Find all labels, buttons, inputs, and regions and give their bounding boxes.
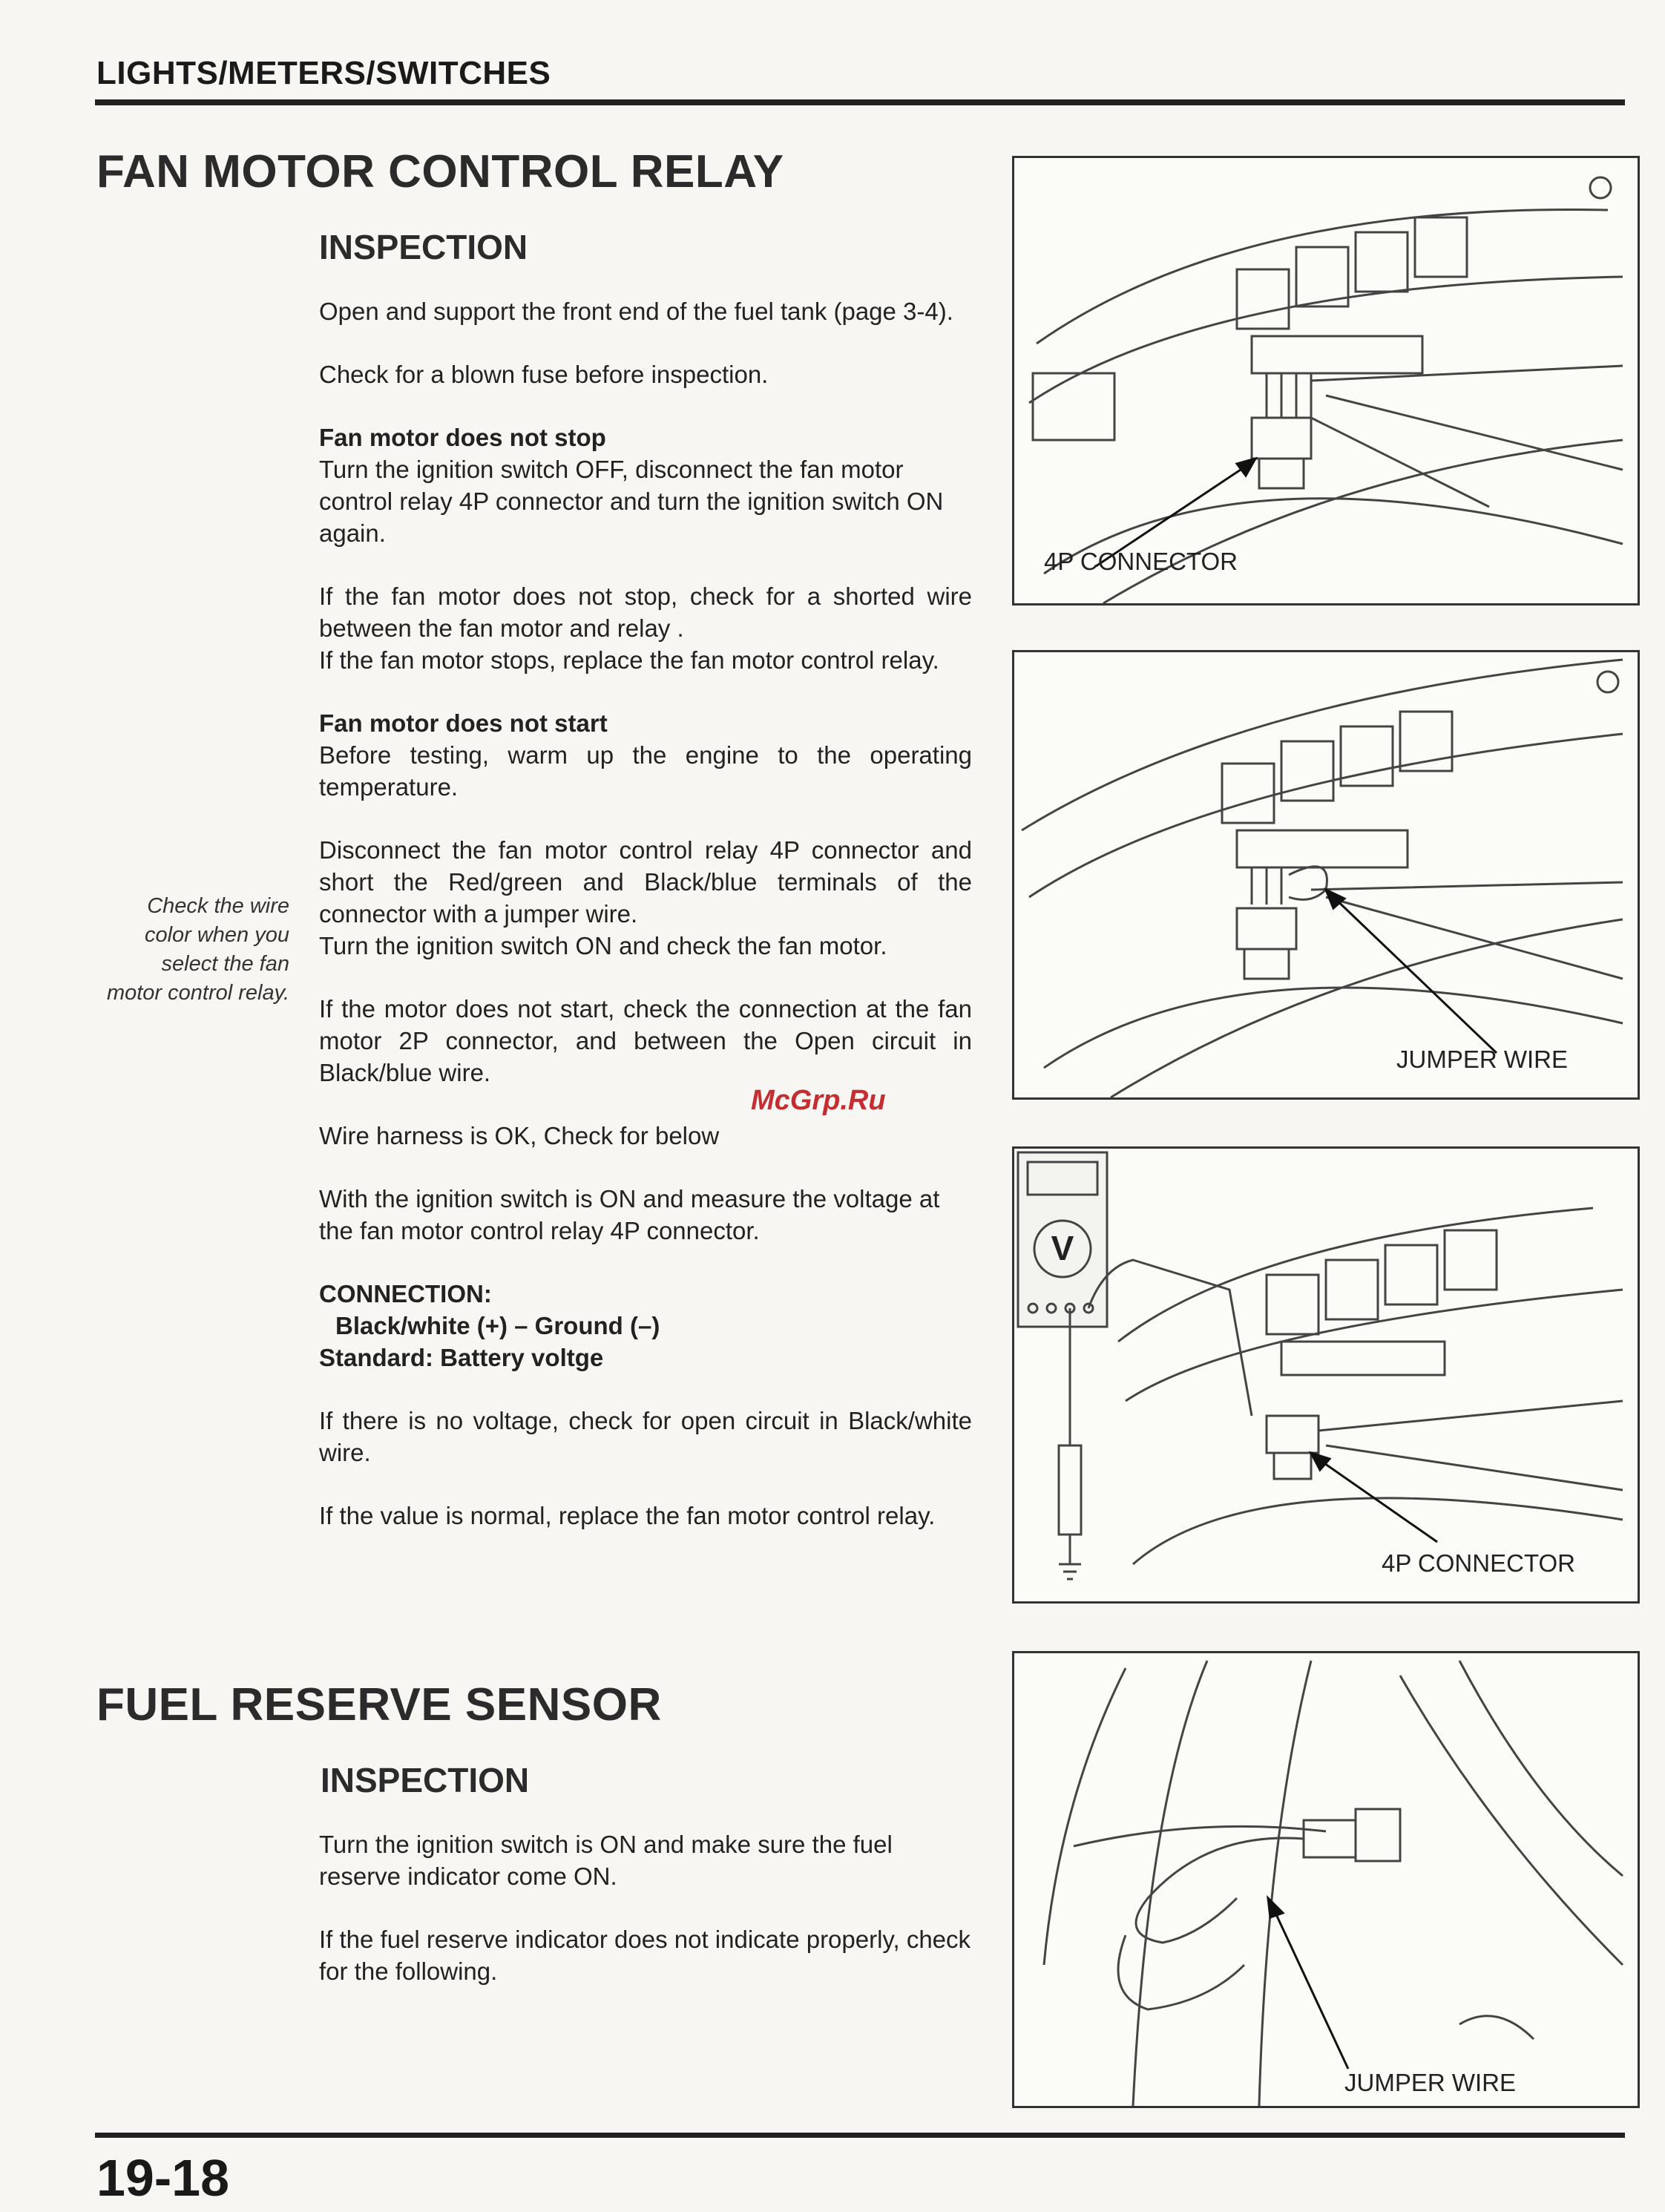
paragraph — [319, 834, 972, 962]
subheading-not-stop: Fan motor does not stop — [319, 424, 606, 451]
paragraph-text: Turn the ignition switch OFF, disconnect the fan motor control relay 4P connector and turn the ignition switch ON again. — [319, 456, 944, 547]
page-number: 19-18 — [96, 2149, 230, 2207]
figure-voltage-measurement — [1012, 1146, 1640, 1604]
figure-label: JUMPER WIRE — [1396, 1046, 1568, 1073]
figure-fuel-jumper — [1012, 1651, 1640, 2108]
header-rule — [95, 99, 1625, 105]
figure-label: JUMPER WIRE — [1344, 2069, 1516, 2096]
paragraph: If the motor does not start, check the connection at the fan motor 2P connector, and between the Open circuit in Black/blue wire. — [319, 995, 972, 1086]
paragraph-text: If the fan motor stops, replace the fan motor control relay. — [319, 646, 939, 674]
subtitle-inspection-2: INSPECTION — [321, 1761, 530, 1799]
paragraph-text: Turn the ignition switch ON and check the fan motor. — [319, 932, 887, 959]
running-head: LIGHTS/METERS/SWITCHES — [96, 55, 551, 91]
paragraph: Check for a blown fuse before inspection. — [319, 361, 769, 388]
voltmeter-symbol: V — [1051, 1229, 1074, 1267]
subtitle-inspection-1: INSPECTION — [319, 228, 528, 266]
margin-note: Check the wire color when you select the fan motor control relay. — [106, 894, 289, 1005]
paragraph: With the ignition switch is ON and measure the voltage at the fan motor control relay 4P connector. — [319, 1185, 940, 1244]
connection-label: CONNECTION: — [319, 1280, 492, 1307]
subheading-not-start: Fan motor does not start — [319, 709, 608, 737]
paragraph — [319, 707, 972, 803]
paragraph: If the fuel reserve indicator does not indicate properly, check for the following. — [319, 1926, 971, 1985]
figure-4p-connector — [1012, 156, 1640, 605]
watermark: McGrp.Ru — [751, 1085, 886, 1116]
fuel-sensor-illustration — [1014, 1653, 1638, 2106]
paragraph-text: Disconnect the fan motor control relay 4P connector and short the Red/green and Black/blue terminals of the connector with a jumper wire. — [319, 836, 972, 928]
relay-jumper-illustration — [1014, 652, 1638, 1097]
section-title-fan-relay: FAN MOTOR CONTROL RELAY — [96, 146, 784, 197]
paragraph: Turn the ignition switch is ON and make sure the fuel reserve indicator come ON. — [319, 1831, 893, 1890]
standard-value: Standard: Battery voltge — [319, 1344, 604, 1371]
figure-label: 4P CONNECTOR — [1044, 548, 1238, 575]
fan-relay-body — [319, 295, 972, 1563]
paragraph — [319, 580, 972, 676]
figure-jumper-wire-relay — [1012, 650, 1640, 1100]
paragraph: If there is no voltage, check for open circuit in Black/white wire. — [319, 1407, 972, 1466]
footer-rule — [95, 2133, 1625, 2138]
paragraph-text: Before testing, warm up the engine to the operating temperature. — [319, 741, 972, 801]
section-title-fuel-sensor: FUEL RESERVE SENSOR — [96, 1679, 662, 1730]
paragraph: Wire harness is OK, Check for below — [319, 1122, 720, 1149]
paragraph-text: If the fan motor does not stop, check for a shorted wire between the fan motor and relay . — [319, 582, 972, 642]
fuel-sensor-body — [319, 1828, 972, 2018]
paragraph — [319, 421, 972, 549]
voltmeter-illustration — [1014, 1149, 1638, 1601]
connection-spec — [319, 1278, 972, 1374]
connection-value: Black/white (+) – Ground (–) — [335, 1312, 660, 1339]
relay-illustration — [1014, 158, 1638, 603]
paragraph: Open and support the front end of the fuel tank (page 3-4). — [319, 298, 953, 325]
paragraph: If the value is normal, replace the fan motor control relay. — [319, 1502, 936, 1529]
figure-label: 4P CONNECTOR — [1382, 1549, 1576, 1577]
